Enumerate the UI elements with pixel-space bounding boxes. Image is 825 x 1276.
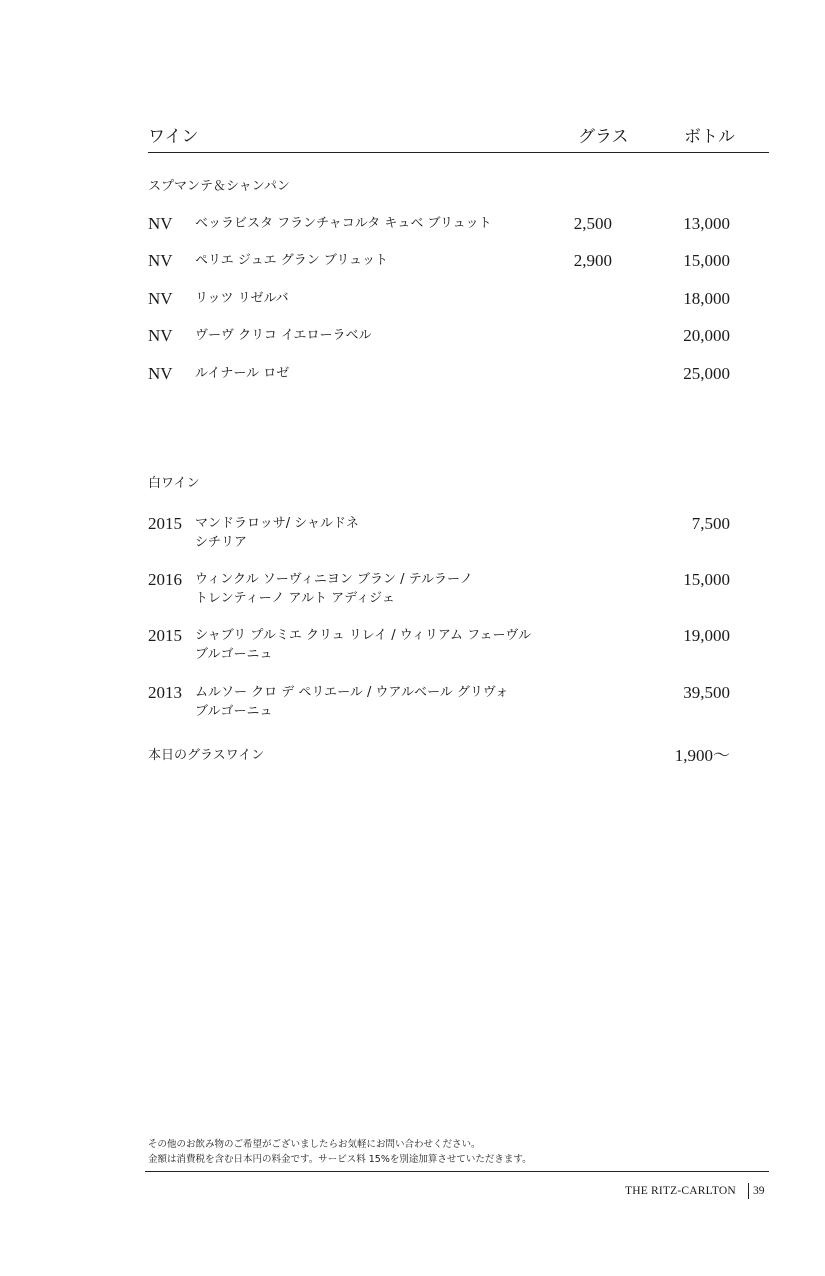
bottle-price: 13,000 [683,214,730,233]
page-number: 39 [753,1185,765,1197]
header-bottle-label: ボトル [684,127,735,147]
list-item [148,326,730,348]
wine-year: 2015 [148,626,182,645]
menu-header [148,126,769,153]
glass-price: 2,500 [573,214,612,233]
footnote-line-2: 金額は消費税を含む日本円の料金です。サービス料 15%を別途加算させていただきます。 [148,1154,532,1165]
bottle-price: 7,500 [691,514,730,533]
wine-year: NV [148,289,173,308]
footnote [148,1137,532,1167]
wine-name: ウィンクル ソーヴィニヨン ブラン / テルラーノ [195,572,473,587]
glass-wine-of-the-day [148,746,730,768]
wine-name: シャブリ プルミエ クリュ リレイ / ウィリアム フェーヴル [195,628,532,643]
list-item [148,570,730,606]
wine-year: 2016 [148,570,182,589]
wine-name: ベッラビスタ フランチャコルタ キュベ ブリュット [195,216,492,231]
bottle-price: 19,000 [683,626,730,645]
wine-region: シチリア [195,535,248,550]
section-title-white: 白ワイン [148,476,200,491]
page-separator [748,1183,749,1199]
list-item [148,251,730,273]
header-wine-label: ワイン [148,127,199,147]
wine-name: ヴーヴ クリコ イエローラベル [195,328,372,343]
wine-year: 2013 [148,683,182,702]
wine-region: ブルゴーニュ [195,704,273,719]
list-item [148,683,730,719]
wine-region: ブルゴーニュ [195,647,273,662]
glass-today-price: 1,900～ [674,746,730,765]
bottle-price: 39,500 [683,683,730,702]
glass-today-label: 本日のグラスワイン [148,748,265,763]
section-title-sparkling: スプマンテ＆シャンパン [148,179,290,194]
wine-name: ルイナール ロゼ [195,366,290,381]
wine-name: ペリエ ジュエ グラン ブリュット [195,253,388,268]
wine-year: NV [148,251,173,270]
list-item [148,626,730,662]
list-item [148,289,730,311]
bottle-price: 15,000 [683,251,730,270]
wine-year: NV [148,364,173,383]
bottle-price: 25,000 [683,364,730,383]
wine-name: リッツ リゼルバ [195,291,289,306]
bottle-price: 20,000 [683,326,730,345]
list-item [148,514,730,550]
list-item [148,214,730,236]
wine-name: ムルソー クロ デ ペリエール / ウアルベール グリヴォ [195,685,509,700]
bottle-price: 15,000 [683,570,730,589]
footnote-line-1: その他のお飲み物のご希望がございましたらお気軽にお問い合わせください。 [148,1139,481,1150]
brand-name: THE RITZ-CARLTON [625,1185,736,1197]
wine-year: 2015 [148,514,182,533]
wine-year: NV [148,326,173,345]
header-glass-label: グラス [578,127,629,147]
wine-year: NV [148,214,173,233]
footer-divider [145,1171,769,1172]
list-item [148,364,730,386]
wine-name: マンドラロッサ/ シャルドネ [195,516,359,531]
wine-region: トレンティーノ アルト アディジェ [195,591,395,606]
glass-price: 2,900 [573,251,612,270]
bottle-price: 18,000 [683,289,730,308]
